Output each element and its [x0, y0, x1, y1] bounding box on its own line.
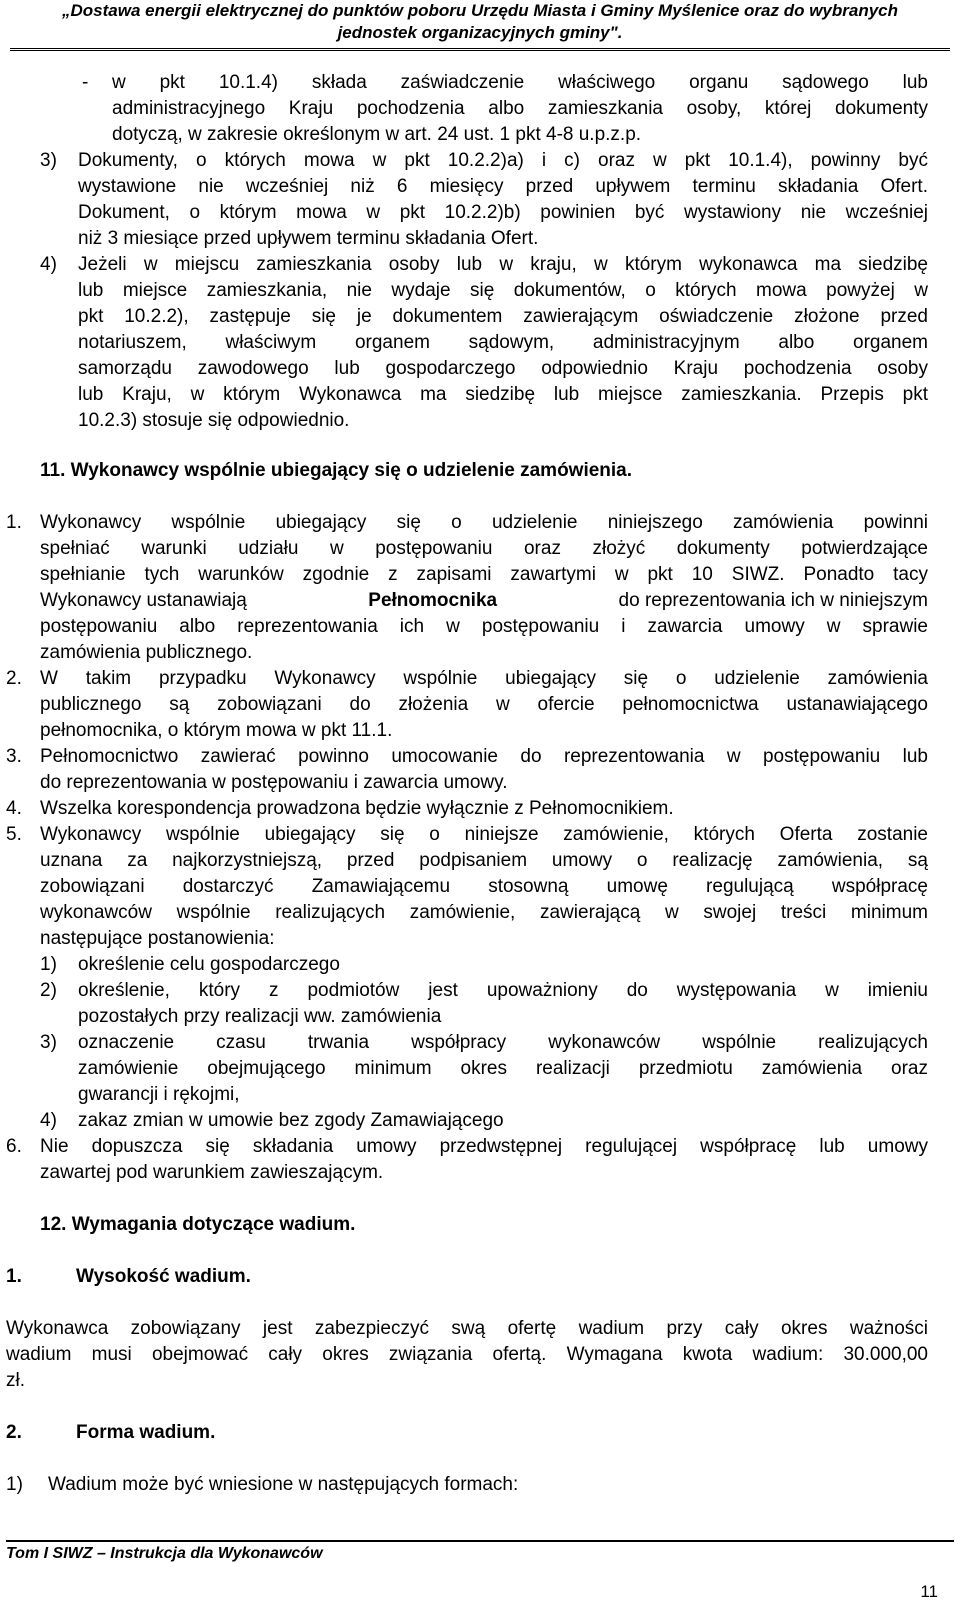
- paragraph-line: pozostałych przy realizacji ww. zamówienia: [78, 1006, 442, 1027]
- paragraph-line: zamówienie obejmującego minimum okres realizacji przedmiotu zamówienia oraz: [78, 1058, 928, 1079]
- list-number: 4): [40, 1110, 57, 1131]
- page-number: 11: [920, 1582, 938, 1601]
- paragraph-line: lub Kraju, w którym Wykonawca ma siedzibę lub miejsce zamieszkania. Przepis pkt: [78, 384, 928, 405]
- paragraph-line: Pełnomocnictwo zawierać powinno umocowanie do reprezentowania w postępowaniu lub: [40, 746, 928, 767]
- paragraph-line: Jeżeli w miejscu zamieszkania osoby lub w kraju, w którym wykonawca ma siedzibę: [78, 254, 928, 275]
- list-number: 3): [40, 1032, 57, 1053]
- paragraph-line: określenie, który z podmiotów jest upoważniony do występowania w imieniu: [78, 980, 928, 1001]
- paragraph-line: Dokumenty, o których mowa w pkt 10.2.2)a) i c) oraz w pkt 10.1.4), powinny być: [78, 150, 928, 171]
- paragraph-line: zamówienia publicznego.: [40, 642, 253, 663]
- subheading: Forma wadium.: [76, 1422, 216, 1443]
- paragraph-line: [40, 588, 928, 614]
- list-number: 1.: [6, 512, 22, 533]
- paragraph-line: Wykonawcy wspólnie ubiegający się o udzielenie niniejszego zamówienia powinni: [40, 512, 928, 533]
- text-run: Wykonawcy ustanawiają: [40, 590, 247, 611]
- paragraph-line: określenie celu gospodarczego: [78, 954, 340, 975]
- paragraph-line: notariuszem, właściwym organem sądowym, administracyjnym albo organem: [78, 332, 928, 353]
- paragraph-line: do reprezentowania w postępowaniu i zawarcia umowy.: [40, 772, 508, 793]
- section-heading: 11. Wykonawcy wspólnie ubiegający się o udzielenie zamówienia.: [40, 460, 633, 481]
- list-number: 1): [40, 954, 57, 975]
- list-number: 5.: [6, 824, 22, 845]
- paragraph-line: następujące postanowienia:: [40, 928, 275, 949]
- paragraph-line: samorządu zawodowego lub gospodarczego odpowiednio Kraju pochodzenia osoby: [78, 358, 928, 379]
- paragraph-line: wadium musi obejmować cały okres związania ofertą. Wymagana kwota wadium: 30.000,00: [6, 1344, 928, 1365]
- document-header: [0, 0, 960, 44]
- header-line-1: „Dostawa energii elektrycznej do punktów poboru Urzędu Miasta i Gminy Myślenice oraz do wybranych: [61, 1, 898, 20]
- list-number: 2.: [6, 668, 22, 689]
- paragraph-line: w pkt 10.1.4) składa zaświadczenie właściwego organu sądowego lub: [112, 72, 928, 93]
- paragraph-line: zł.: [6, 1370, 25, 1391]
- list-number: 3): [40, 150, 57, 171]
- footer-rule: [6, 1540, 954, 1542]
- header-line-2: jednostek organizacyjnych gminy".: [337, 23, 623, 42]
- paragraph-line: pkt 10.2.2), zastępuje się je dokumentem zawierającym oświadczenie złożone przed: [78, 306, 928, 327]
- list-number: 3.: [6, 746, 22, 767]
- section-heading: 12. Wymagania dotyczące wadium.: [40, 1214, 356, 1235]
- paragraph-line: Wykonawcy wspólnie ubiegający się o niniejsze zamówienie, których Oferta zostanie: [40, 824, 928, 845]
- paragraph-line: zobowiązani dostarczyć Zamawiającemu stosowną umowę regulującą współpracę: [40, 876, 928, 897]
- paragraph-line: pełnomocnika, o którym mowa w pkt 11.1.: [40, 720, 393, 741]
- list-number: 6.: [6, 1136, 22, 1157]
- paragraph-line: wystawione nie wcześniej niż 6 miesięcy przed upływem terminu składania Ofert.: [78, 176, 928, 197]
- paragraph-line: zawartej pod warunkiem zawieszającym.: [40, 1162, 384, 1183]
- paragraph-line: Wszelka korespondencja prowadzona będzie wyłącznie z Pełnomocnikiem.: [40, 798, 674, 819]
- subheading-number: 2.: [6, 1422, 22, 1443]
- list-number: 2): [40, 980, 57, 1001]
- subheading-number: 1.: [6, 1266, 22, 1287]
- list-number: 4.: [6, 798, 22, 819]
- list-number: 4): [40, 254, 57, 275]
- paragraph-line: uznana za najkorzystniejszą, przed podpisaniem umowy o realizację zamówienia, są: [40, 850, 928, 871]
- list-dash: -: [82, 72, 89, 93]
- paragraph-line: publicznego są zobowiązani do złożenia w ofercie pełnomocnictwa ustanawiającego: [40, 694, 928, 715]
- subheading: Wysokość wadium.: [76, 1266, 251, 1287]
- paragraph-line: gwarancji i rękojmi,: [78, 1084, 240, 1105]
- paragraph-line: niż 3 miesiące przed upływem terminu składania Ofert.: [78, 228, 539, 249]
- emphasis-text: Pełnomocnika: [368, 590, 498, 611]
- list-number: 1): [6, 1474, 23, 1495]
- paragraph-line: spełnianie tych warunków zgodnie z zapisami zawartymi w pkt 10 SIWZ. Ponadto tacy: [40, 564, 928, 585]
- paragraph-line: oznaczenie czasu trwania współpracy wykonawców wspólnie realizujących: [78, 1032, 928, 1053]
- paragraph-line: zakaz zmian w umowie bez zgody Zamawiającego: [78, 1110, 504, 1131]
- text-run: do reprezentowania ich w niniejszym: [618, 590, 928, 611]
- paragraph-line: Nie dopuszcza się składania umowy przedwstępnej regulującej współpracę lub umowy: [40, 1136, 928, 1157]
- paragraph-line: postępowaniu albo reprezentowania ich w postępowaniu i zawarcia umowy w sprawie: [40, 616, 928, 637]
- paragraph-line: W takim przypadku Wykonawcy wspólnie ubiegający się o udzielenie zamówienia: [40, 668, 928, 689]
- paragraph-line: Dokument, o którym mowa w pkt 10.2.2)b) powinien być wystawiony nie wcześniej: [78, 202, 928, 223]
- paragraph-line: wykonawców wspólnie realizujących zamówienie, zawierającą w swojej treści minimum: [40, 902, 928, 923]
- paragraph-line: Wadium może być wniesione w następujących formach:: [48, 1474, 519, 1495]
- footer-title: Tom I SIWZ – Instrukcja dla Wykonawców: [6, 1545, 323, 1562]
- paragraph-line: Wykonawca zobowiązany jest zabezpieczyć swą ofertę wadium przy cały okres ważności: [6, 1318, 928, 1339]
- header-rule: [10, 48, 950, 51]
- paragraph-line: lub miejsce zamieszkania, nie wydaje się dokumentów, o których mowa powyżej w: [78, 280, 928, 301]
- paragraph-line: administracyjnego Kraju pochodzenia albo zamieszkania osoby, której dokumenty: [112, 98, 928, 119]
- paragraph-line: 10.2.3) stosuje się odpowiednio.: [78, 410, 350, 431]
- paragraph-line: spełniać warunki udziału w postępowaniu oraz złożyć dokumenty potwierdzające: [40, 538, 928, 559]
- paragraph-line: dotyczą, w zakresie określonym w art. 24 ust. 1 pkt 4-8 u.p.z.p.: [112, 124, 642, 145]
